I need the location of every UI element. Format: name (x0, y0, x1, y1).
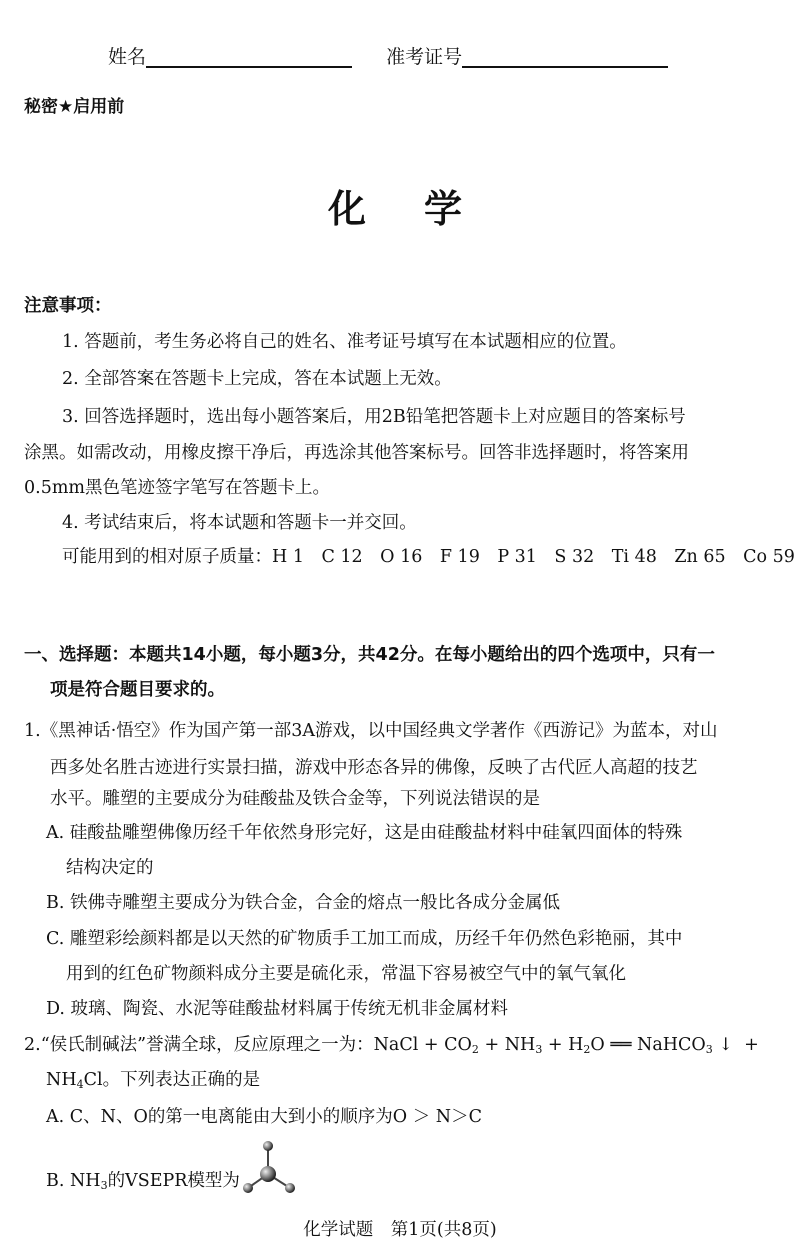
atomic-masses: 可能用到的相对原子质量：H 1 C 12 O 16 F 19 P 31 S 32 Ti 48 Zn 65 Co 59 (62, 547, 795, 567)
page-footer: 化学试题 第1页(共8页) (303, 1220, 497, 1240)
q1-option-c-line2: 用到的红色矿物颜料成分主要是硫化汞，常温下容易被空气中的氧气氧化 (66, 964, 626, 984)
q2-line1 (24, 1034, 759, 1056)
q1-line2: 西多处名胜古迹进行实景扫描，游戏中形态各异的佛像，反映了古代匠人高超的技艺 (50, 758, 698, 778)
q1-option-a-line1: A. 硅酸盐雕塑佛像历经千年依然身形完好，这是由硅酸盐材料中硅氧四面体的特殊 (46, 823, 683, 843)
notice-heading: 注意事项： (24, 296, 112, 316)
notice-item-3-line3: 0.5mm黑色笔迹签字笔写在答题卡上。 (24, 478, 331, 498)
section1-heading-line2: 项是符合题目要求的。 (50, 680, 225, 700)
q1-option-c-line1: C. 雕塑彩绘颜料都是以天然的矿物质手工加工而成，历经千年仍然色彩艳丽，其中 (46, 929, 683, 949)
exam-id-label: 准考证号 (386, 46, 463, 68)
confidential-mark: 秘密★启用前 (24, 97, 125, 117)
notice-item-2: 2. 全部答案在答题卡上完成，答在本试题上无效。 (62, 369, 452, 389)
notice-item-4: 4. 考试结束后，将本试题和答题卡一并交回。 (62, 513, 417, 533)
subject-title: 化 学 (327, 187, 472, 231)
q2-option-b: B. $NH_3$的VSEPR模型为 (46, 1171, 240, 1192)
q2-option-a: A. C、N、O的第一电离能由大到小的顺序为O ＞ N＞C (46, 1107, 482, 1127)
q1-option-d: D. 玻璃、陶瓷、水泥等硅酸盐材料属于传统无机非金属材料 (46, 999, 509, 1019)
exam-id-line (462, 44, 668, 68)
q1-option-a-line2: 结构决定的 (66, 858, 154, 878)
name-field-row (108, 44, 668, 68)
q1-line3: 水平。雕塑的主要成分为硅酸盐及铁合金等，下列说法错误的是 (50, 789, 540, 809)
notice-item-1: 1. 答题前，考生务必将自己的姓名、准考证号填写在本试题相应的位置。 (62, 332, 627, 352)
q1-line1: 1.《黑神话·悟空》作为国产第一部3A游戏，以中国经典文学著作《西游记》为蓝本，对山 (24, 721, 718, 741)
q2-intro: 2.“侯氏制碱法”誉满全球，反应原理之一为： (24, 1035, 374, 1055)
q1-option-b: B. 铁佛寺雕塑主要成分为铁合金，合金的熔点一般比各成分金属低 (46, 893, 560, 913)
notice-item-3-line1: 3. 回答选择题时，选出每小题答案后，用2B铅笔把答题卡上对应题目的答案标号 (62, 407, 686, 427)
q2-line2: $NH_4Cl$。下列表达正确的是 (46, 1070, 261, 1091)
notice-item-3-line2: 涂黑。如需改动，用橡皮擦干净后，再选涂其他答案标号。回答非选择题时，将答案用 (24, 443, 689, 463)
name-line (146, 44, 352, 68)
q2-equation: NaCl + $CO_2 + NH_3 + H_2O$ ══ NaHCO$_3$ ↓ + (373, 1035, 759, 1056)
name-label: 姓名 (108, 46, 147, 68)
section1-heading-line1: 一、选择题：本题共14小题，每小题3分，共42分。在每小题给出的四个选项中，只有一 (24, 645, 715, 665)
vsepr-model-image (240, 1138, 302, 1200)
